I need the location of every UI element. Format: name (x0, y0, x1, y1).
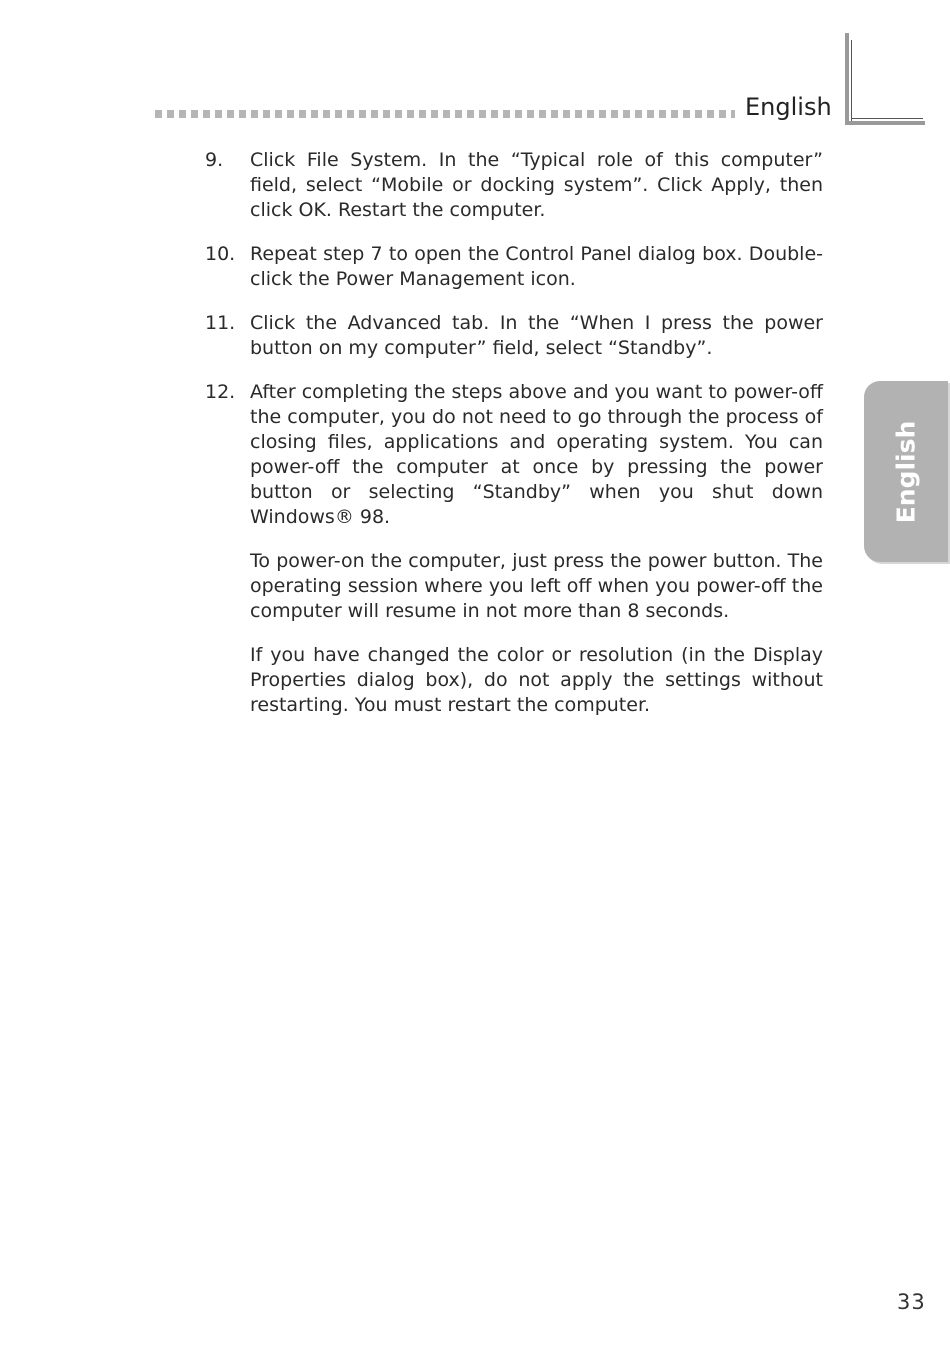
list-item-text: Repeat step 7 to open the Control Panel dialog box. Double-click the Power Management icon. (250, 243, 823, 290)
main-content (205, 148, 823, 737)
list-item-number: 10. (205, 243, 236, 265)
list-item (205, 148, 823, 223)
list-item-text: Click the Advanced tab. In the “When I press the power button on my computer” field, select “Standby”. (250, 312, 823, 359)
corner-crop-mark-inner (851, 40, 852, 122)
corner-crop-mark-horizontal (845, 121, 925, 125)
page-number: 33 (897, 1290, 926, 1314)
list-item-text: After completing the steps above and you want to power-off the computer, you do not need to go through the process of closing files, applications and operating system. You can power-off the computer at once by pressing the power button or selecting “Standby” when you shut down Windows® 98. (250, 381, 823, 528)
corner-crop-mark (845, 33, 849, 123)
list-item (205, 380, 823, 530)
side-tab-label: English (891, 420, 921, 523)
header-title: English (745, 93, 832, 121)
body-paragraph: To power-on the computer, just press the power button. The operating session where you left off when you power-off the computer will resume in not more than 8 seconds. (250, 550, 823, 622)
header-dotted-rule (155, 110, 735, 118)
list-item-number: 11. (205, 312, 236, 334)
list-item-text: Click File System. In the “Typical role of this computer” field, select “Mobile or docking system”. Click Apply, then click OK. Restart the computer. (250, 149, 823, 221)
body-paragraph: If you have changed the color or resolution (in the Display Properties dialog box), do not apply the settings without restarting. You must restart the computer. (250, 644, 823, 716)
list-item (205, 311, 823, 361)
language-side-tab (864, 381, 948, 562)
list-item (205, 242, 823, 292)
list-item-number: 9. (205, 149, 224, 171)
list-item-number: 12. (205, 381, 236, 403)
corner-crop-mark-horizontal-inner (851, 118, 923, 119)
